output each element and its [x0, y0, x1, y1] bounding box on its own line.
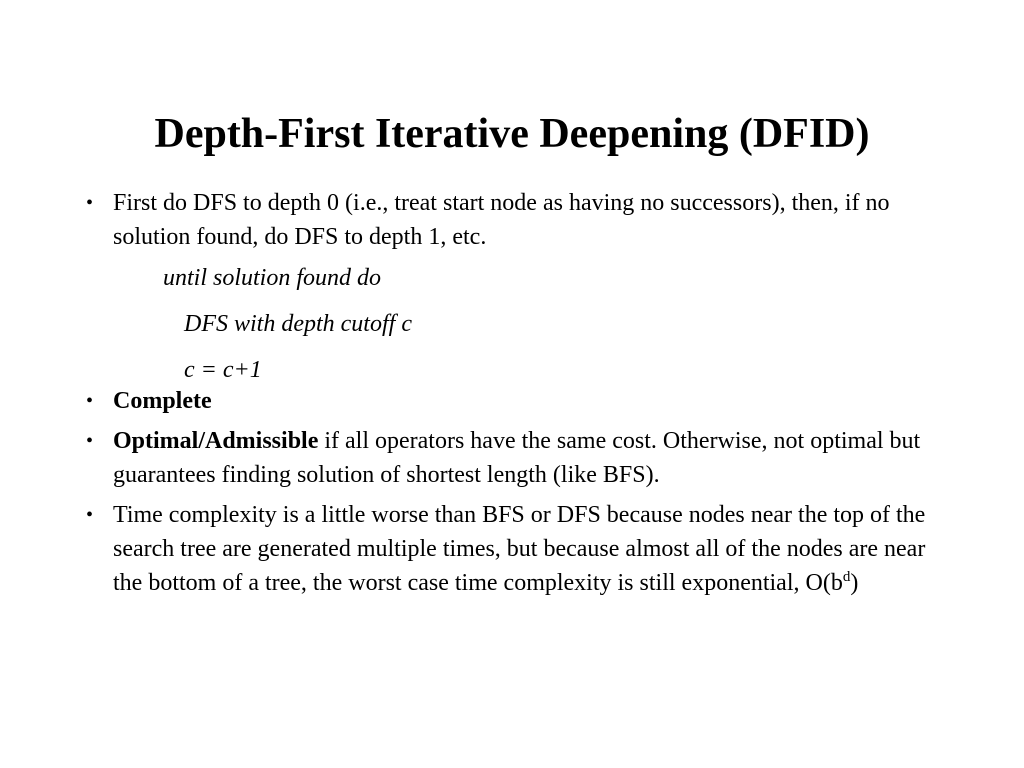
bullet-item-time-complexity	[84, 498, 954, 600]
algorithm-line-until: until solution found do	[163, 265, 382, 291]
bullet-list	[84, 186, 954, 260]
bullet-item-complete	[84, 384, 954, 418]
bullet-icon: •	[86, 504, 94, 526]
bullet-icon: •	[86, 192, 94, 214]
bullet-item-dfs-depth	[84, 186, 954, 254]
slide-title: Depth-First Iterative Deepening (DFID)	[154, 111, 870, 157]
bullet-bold-text: Complete	[113, 388, 212, 414]
bullet-icon: •	[86, 430, 94, 452]
algorithm-block	[84, 258, 954, 396]
bullet-text: Time complexity is a little worse than BFS or DFS because nodes near the top of the search tree are generated multiple times, but because almost all of the nodes are near the bottom of a tree, the worst case time complexity is still exponential, O(b	[113, 502, 926, 596]
bullet-icon: •	[86, 390, 94, 412]
bullet-item-optimal	[84, 424, 954, 492]
bullet-superscript: d	[842, 569, 851, 585]
algorithm-line-increment: c = c+1	[184, 357, 262, 383]
bullet-suffix: )	[850, 570, 859, 596]
bullet-list-continued	[84, 384, 954, 606]
bullet-text: First do DFS to depth 0 (i.e., treat start node as having no successors), then, if no solution found, do DFS to depth 1, etc.	[113, 190, 890, 250]
algorithm-line-dfs: DFS with depth cutoff c	[184, 311, 412, 337]
bullet-text: if all operators have the same cost. Otherwise, not optimal but guarantees finding solution of shortest length (like BFS).	[113, 428, 921, 488]
bullet-bold-text: Optimal/Admissible	[113, 428, 319, 454]
